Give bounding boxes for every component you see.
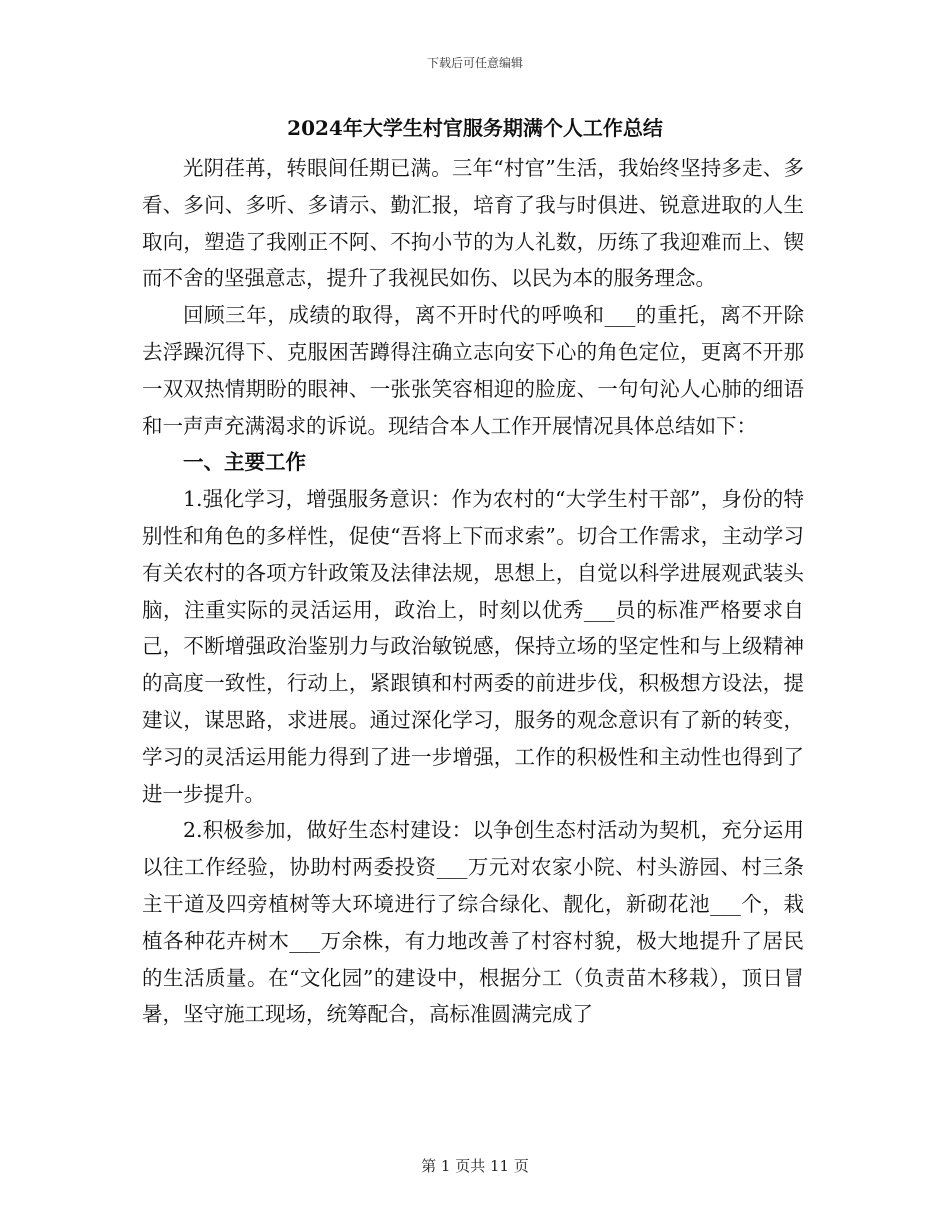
paragraph: 1.强化学习，增强服务意识：作为农村的“大学生村干部”，身份的特别性和角色的多样性，促使“吾将上下而求索”。切合工作需求，主动学习有关农村的各项方针政策及法律法规，思想上，自觉以科学进展观武装头脑，注重实际的灵活运用，政治上，时刻以优秀___员的标准严格要求自己，不断增强政治鉴别力与政治敏锐感，保持立场的坚定性和与上级精神的高度一致性，行动上，紧跟镇和村两委的前进步伐，积极想方设法，提建议，谋思路，求进展。通过深化学习，服务的观念意识有了新的转变，学习的灵活运用能力得到了进一步增强，工作的积极性和主动性也得到了进一步提升。 xyxy=(142,487,804,806)
page-header: 下载后可任意编辑 xyxy=(426,56,523,70)
document-title: 2024年大学生村官服务期满个人工作总结 xyxy=(287,116,663,140)
document-body xyxy=(142,150,804,1033)
paragraph: 回顾三年，成绩的取得，离不开时代的呼唤和___的重托，离不开除去浮躁沉得下、克服困苦蹲得注确立志向安下心的角色定位，更离不开那一双双热情期盼的眼神、一张张笑容相迎的脸庞、一句句沁人心肺的细语和一声声充满渴求的诉说。现结合本人工作开展情况具体总结如下： xyxy=(142,303,804,438)
paragraph: 光阴荏苒，转眼间任期已满。三年“村官”生活，我始终坚持多走、多看、多问、多听、多请示、勤汇报，培育了我与时俱进、锐意进取的人生取向，塑造了我刚正不阿、不拘小节的为人礼数，历练了我迎难而上、锲而不舍的坚强意志，提升了我视民如伤、以民为本的服务理念。 xyxy=(142,156,804,291)
page-footer: 第 1 页共 11 页 xyxy=(421,1157,529,1175)
section-heading: 一、主要工作 xyxy=(183,450,306,475)
paragraph: 2.积极参加，做好生态村建设：以争创生态村活动为契机，充分运用以往工作经验，协助村两委投资___万元对农家小院、村头游园、村三条主干道及四旁植树等大环境进行了综合绿化、靓化，新砌花池___个，栽植各种花卉树木___万余株，有力地改善了村容村貌，极大地提升了居民的生活质量。在“文化园”的建设中，根据分工（负责苗木移栽），顶日冒暑，坚守施工现场，统筹配合，高标准圆满完成了 xyxy=(142,818,804,1027)
